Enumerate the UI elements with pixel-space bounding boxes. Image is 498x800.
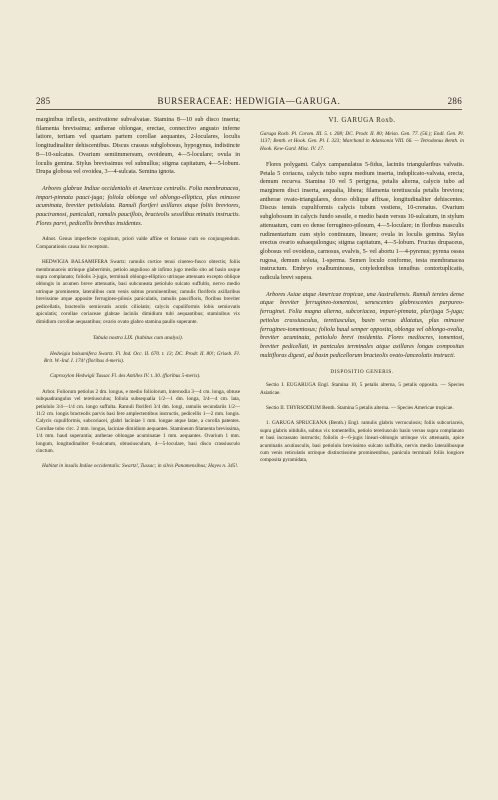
habitat-note: Habitat in insulis Indiae occidentalis: Swartz!, Tussac; in silvis Panamensibus; Hayes n. 345!. bbox=[42, 463, 239, 470]
species-entry: 1. GARUGA SPRUCEANA (Benth.) Engl. ramulis glabris verruculosis; foliis subcoriaceis, supra glabris nitidulis, subtus vix tomentellis, petiolo teretiusculo basin versus supra complanato et basi incrassato instructis; foliolis 4—6-jugis lineari-oblongis utrinque vix attenuatis, apice acuminatis acutiusculis, basi petiolulo brevissimo sulcato suffultis, nervis medio lateralibusque cum venis reticulatis utrinque distinctissime prominentibus, panicula terminali foliis longiore composita pyramidata, bbox=[260, 420, 464, 464]
dispositio-heading: DISPOSITIO GENERIS. bbox=[330, 369, 394, 376]
section-1: Sectio I. EUGARUGA Engl. Stamina 10, 5 petalis alterna, 5 petalis opposita. — Species Asiaticae. bbox=[260, 382, 464, 396]
running-title: BURSERACEAE: HEDWIGIA—GARUGA. bbox=[157, 96, 341, 106]
species-diagnosis: HEDWIGIA BALSAMIFERA Swartz: ramulis cortice tenui cinereo-fusco obtectis; foliis membranaceis utrinque glaberrimis, petiolo angulioso ab infimo jugo medio sito ad basin usque supra complanato; foliolis 3-jugis, terminali oblongo-elliptico utrinque attenuato excepto oblique oblongis in acumen breve attenuatis, basi subcuneata petiolulo sulcato suffultis, nervo medio utrinque prominente, lateralibus cum venis subtus prominentibus; ramulis floriferis axillaribus brevissime atque apposite ferrugineo-pilosis paniculatis, ramulis paucifloris, floribus breviter pedicellatis, bracteolis semiovatis acutis ciliolatis; calycis cupuliformis lobis semiovatis apiculatis; corollae coriaceae glabrae laciniis dimidium tubi aequantibus; staminibus vix dimidium corollae aequantibus; ovario ovato glabro stamina paullo superante. bbox=[36, 259, 240, 325]
genus-description: Flores polygami. Calyx campanulatus 5-fidus, laciniis triangularibus valvatis. Petala 5 coriacea, calycis tubo supra medium inserta, induplicato-valvata, erecta, demum recurva. Stamina 10 vel 5 perigyna, petalis alterna, calycis tubo ad marginem disci inserta, aequalia, libera; filamenta teretiuscula petalis breviora; antherae ovato-triangulares, dorso oblique affixae, longitudinaliter dehiscentes. Discus tenuis cupuliformis calycis tubum vestiens, 10-crenatus. Ovarium subglobosum in calycis fundo sessile, e medio basin versus 10-sulcatum, in stylum attenuatum, cum eo dense ferrugineo-pilosum, 4—5-loculare; in floribus masculis rudimentarium cum stylo continuum, lineare; ovula in loculis gemina. Stylus erectus ovario subaequilongus; stigma capitatum, 4—5-lobum. Fructus drupaceus, globosus vel ovoideus, carnosus, evalvis, 5- vel abortu 1—4-pyrenus; pyrena ossea rugosa, demum soluta, 1-sperma. Semen loculo conforme, testa membranacea instructum. Embryo exalbuminosus, cotyledonibus tenuibus contortuplicatis, radicula brevi supera. bbox=[260, 161, 464, 282]
running-header bbox=[36, 96, 462, 110]
page-number-right: 286 bbox=[447, 96, 462, 106]
genus-description-continued: marginibus inflexis, aestivatione subvalvatae. Stamina 8—10 sub disco inserta; filamenta brevissima; antherae oblongae, erectae, connectivo angusto inferne latiore, tertiam vel quartam partem corollae aequantes, 2-loculares, loculis longitudinaliter dehiscentibus. Discus crassus subglobosus, hypogynus, indistincte 8—10-sulcatus. Ovarium semiimmersum, ovoideum, 4—5-loculare; ovula in loculis gemina. Stylus brevissimus vel subnullus; stigma capitatum, 4—5-lobum. Drupa globosa vel ovoidea, 3—4-sulcata. Semina ignota. bbox=[36, 117, 240, 176]
adnotatio: Adnot. Genus imperfecte cognitum, priori valde affine et fortasse cum eo conjungendum. Comparationis causa hic receptum. bbox=[36, 236, 240, 250]
synonym-2: Caproxylon Hedwigii Tussac Fl. des Antilles IV. t. 30. (floribus 5-meris). bbox=[50, 373, 201, 380]
genus-references: Garuga Roxb. Pl. Corom. III. 5. t. 208; DC. Prodr. II. 80; Meisn. Gen. 77. (56.); Endl. Gen. Pl. 1137; Benth. et Hook. Gen. Pl. I. 323; Marchand in Adansonia VIII. 66. — Tetrodonus Benth. in Hook. Kew-Gard. Misc. IV. 17. bbox=[260, 130, 464, 152]
genus-heading: VI. GARUGA Roxb. bbox=[328, 116, 396, 124]
species-description: Arbor. Foliorum petiolus 2 dm. longus, e medio foliolorum, internodia 3—4 cm. longa, obtuse subquadrangulus vel teretiusculus; foliola subsequalia 1/2—1 dm. longa, 3/4—4 cm. lata, petiolulo 3/4—1/4 cm. longo suffulta. Ramuli floriferi 3/4 dm. longi, ramulis secundariis 1/2—11/2 cm. longis bracteolis parvis basi fere amplectentibus instructis, pedicellis 1—2 mm. longis. Calycis cupuliformis, subcoriacei, glabri laciniae 1 mm. longae atque latae, a corolla patentes. Corollae tubo circ. 2 mm. longus, laciniae dimidium aequantes. Stamineum filamenta brevissima, 1/4 mm. haud superantia; antherae oblongae acuminatae 1 mm. aequantes. Ovarium 1 mm. longum, longitudinaliter 8-sulcatum, obtusiusculum, 4—5-loculare, basi disco crassiusculo cinctum. bbox=[36, 388, 240, 455]
synonym-1: Hedwigia balsamifera Swartz. Fl. Ind. Occ. II. 670. t. 13; DC. Prodr. II. 80!; Griseb. Fl. Brit. W.-Ind. I. 174! (floribus 4-meris). bbox=[44, 350, 240, 365]
section-2: Sectio II. THYRSODIUM Benth. Stamina 5 petalis alterna. — Species Americae tropicae. bbox=[266, 404, 454, 411]
genus-habit: Arbores Asiae atque Americae tropicae, una Australiensis. Ramuli teretes dense atque breviter ferrugineo-tomentosi, senescentes glabrescentes purpureo-ferruginei. Folia magna alterna, subcoriacea, impari-pinnata, plurijuga 5-juga; petiolus crassiusculus, teretiusculus, basin versus dilatatus, plus minusve ferrugineo-tomentosus; foliola haud semper opposita, oblonga vel oblongo-ovalia, breviter acuminata, petiolulo brevi insidentia. Flores mediocres, tomentosi, breviter pedicellati, in paniculas terminales atque axillares longas compositas multifloras digesti, ad basin pedicellorum bracteolis ovato-lanceolatis instructi. bbox=[260, 291, 464, 359]
right-column bbox=[260, 116, 464, 473]
left-column bbox=[36, 116, 240, 479]
habit-paragraph: Arbores glabrae Indiae occidentalis et Americae centralis. Folia membranacea, impari-pinnata pauci-juga; foliola oblonga vel oblongo-elliptica, plus minusve acuminata, breviter petiolulata. Ramuli floriferi axillares atque foliis breviores, pauciramosi, paniculati, ramulis pauciflois, bracteolis sessilibus minutis instructis. Flores parvi, pedicellis brevibus insidentes. bbox=[36, 185, 240, 227]
page-number-left: 285 bbox=[36, 96, 51, 106]
plate-reference: Tabula nostra LIX. (habitus cum analysi). bbox=[92, 334, 184, 341]
header-rule bbox=[36, 109, 462, 110]
